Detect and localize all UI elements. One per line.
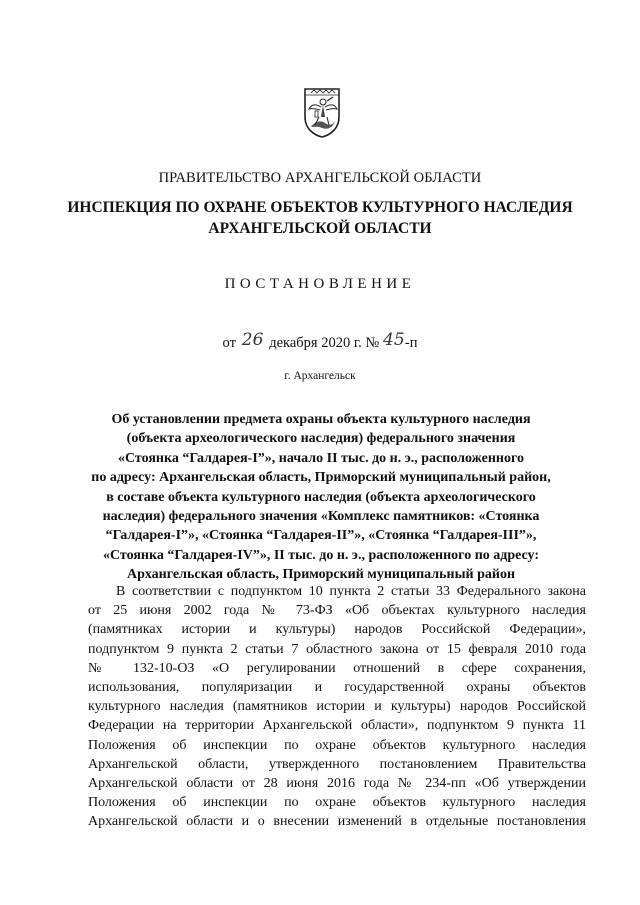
body-line: Архангельской области от 28 июня 2016 года № 234-пп «Об утверждении — [88, 776, 586, 792]
subject-line: в составе объекта культурного наследия (объекта археологического — [106, 489, 536, 505]
subject-line: Архангельская область, Приморский муниципальный район — [126, 567, 516, 583]
body-line: В соответствии с подпунктом 10 пункта 2 статьи 33 Федерального закона — [116, 584, 586, 599]
subject-line: “Галдарея-I”», «Стоянка “Галдарея-II”», «Стоянка “Галдарея-III”», — [105, 528, 537, 544]
date-prefix: от — [222, 335, 236, 351]
body-line: Архангельской области и о внесении изменений в отдельные постановления — [88, 814, 586, 830]
subject-heading — [78, 410, 564, 585]
body-line: № 132-10-ОЗ «О регулировании отношений в сфере сохранения, — [88, 660, 586, 676]
body-line: использования, популяризации и государственной охраны объектов — [88, 680, 586, 696]
subject-line: «Стоянка “Галдарея-I”», начало II тыс. до н. э., расположенного — [118, 450, 524, 466]
inspection-title-line: ИНСПЕКЦИЯ ПО ОХРАНЕ ОБЪЕКТОВ КУЛЬТУРНОГО НАСЛЕДИЯ — [67, 199, 573, 216]
number-suffix: -п — [404, 335, 418, 351]
subject-line: (объекта археологического наследия) федерального значения — [126, 431, 516, 447]
handwritten-day: 26 — [241, 330, 264, 350]
date-middle: декабря 2020 г. № — [269, 335, 380, 351]
subject-line: Об установлении предмета охраны объекта культурного наследия — [111, 412, 531, 427]
body-line: Положения об инспекции по охране объектов культурного наследия — [88, 795, 586, 811]
city-name: г. Архангельск — [284, 370, 356, 382]
body-line: культурного наследия (памятников истории и культуры) народов Российской — [88, 699, 586, 715]
document-type: ПОСТАНОВЛЕНИЕ — [224, 276, 416, 292]
subject-line: наследия) федерального значения «Комплекс памятников: «Стоянка — [102, 509, 540, 525]
body-line: Федерации на территории Архангельской области», подпунктом 9 пункта 11 — [88, 718, 586, 734]
body-paragraph — [88, 582, 586, 832]
subject-line: по адресу: Архангельская область, Приморский муниципальный район, — [91, 470, 551, 486]
body-line: (памятниках истории и культуры) народов Российской Федерации», — [88, 622, 586, 638]
body-line: Архангельской области, утвержденного постановлением Правительства — [88, 756, 586, 772]
arkhangelsk-coat-of-arms-icon — [303, 87, 341, 139]
document-date-line — [0, 332, 640, 352]
body-line: подпунктом 9 пункта 2 статьи 7 областного закона от 15 февраля 2010 года — [88, 641, 586, 657]
government-name: ПРАВИТЕЛЬСТВО АРХАНГЕЛЬСКОЙ ОБЛАСТИ — [158, 170, 482, 186]
body-line: Положения об инспекции по охране объектов культурного наследия — [88, 737, 586, 753]
handwritten-number: 45 — [383, 330, 405, 350]
subject-line: «Стоянка “Галдарея-IV”», II тыс. до н. э., расположенного по адресу: — [102, 547, 540, 563]
body-line: от 25 июня 2002 года № 73-ФЗ «Об объектах культурного наследия — [88, 603, 586, 619]
inspection-title-line: АРХАНГЕЛЬСКОЙ ОБЛАСТИ — [208, 220, 432, 237]
inspection-title — [60, 197, 580, 239]
